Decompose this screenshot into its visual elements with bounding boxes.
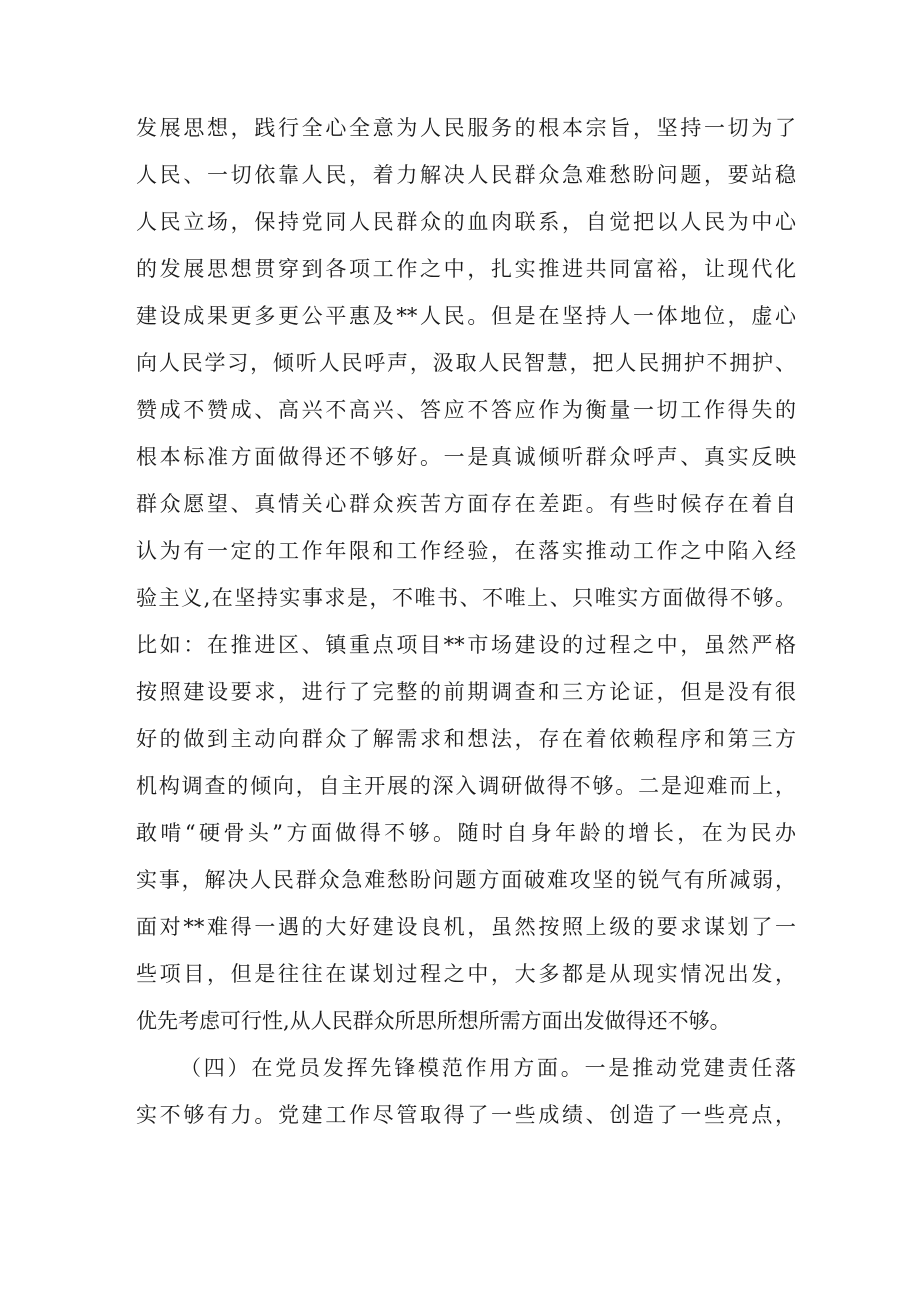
text-line: 实不够有力。党建工作尽管取得了一些成绩、创造了一些亮点， [136, 1103, 796, 1127]
text-line: 面对**难得一遇的大好建设良机，虽然按照上级的要求谋划了一 [136, 915, 796, 939]
text-line: 比如：在推进区、镇重点项目**市场建设的过程之中，虽然严格 [136, 633, 796, 657]
text-line: 按照建设要求，进行了完整的前期调查和三方论证，但是没有很 [136, 680, 796, 704]
text-line: 好的做到主动向群众了解需求和想法，存在着依赖程序和第三方 [136, 727, 796, 751]
text-line: 实事，解决人民群众急难愁盼问题方面破难攻坚的锐气有所减弱， [136, 868, 796, 892]
text-line: 人民、一切依靠人民，着力解决人民群众急难愁盼问题，要站稳 [136, 163, 796, 187]
section-heading-line: （四）在党员发挥先锋模范作用方面。一是推动党建责任落 [180, 1056, 796, 1080]
text-line: 验主义,在坚持实事求是，不唯书、不唯上、只唯实方面做得不够。 [136, 586, 796, 610]
text-line: 赞成不赞成、高兴不高兴、答应不答应作为衡量一切工作得失的 [136, 398, 796, 422]
text-line: 人民立场，保持党同人民群众的血肉联系，自觉把以人民为中心 [136, 210, 796, 234]
text-line: 发展思想，践行全心全意为人民服务的根本宗旨，坚持一切为了 [136, 116, 796, 140]
text-line: 的发展思想贯穿到各项工作之中，扎实推进共同富裕，让现代化 [136, 257, 796, 281]
text-line: 群众愿望、真情关心群众疾苦方面存在差距。有些时候存在着自 [136, 492, 796, 516]
text-line: 敢啃“硬骨头”方面做得不够。随时自身年龄的增长，在为民办 [136, 821, 796, 845]
text-line: 根本标准方面做得还不够好。一是真诚倾听群众呼声、真实反映 [136, 445, 796, 469]
text-line: 认为有一定的工作年限和工作经验，在落实推动工作之中陷入经 [136, 539, 796, 563]
text-line: 向人民学习，倾听人民呼声，汲取人民智慧，把人民拥护不拥护、 [136, 351, 796, 375]
text-line: 机构调查的倾向，自主开展的深入调研做得不够。二是迎难而上， [136, 774, 796, 798]
text-line: 建设成果更多更公平惠及**人民。但是在坚持人一体地位，虚心 [136, 304, 796, 328]
text-line: 优先考虑可行性,从人民群众所思所想所需方面出发做得还不够。 [136, 1009, 731, 1033]
text-line: 些项目，但是往往在谋划过程之中，大多都是从现实情况出发， [136, 962, 796, 986]
